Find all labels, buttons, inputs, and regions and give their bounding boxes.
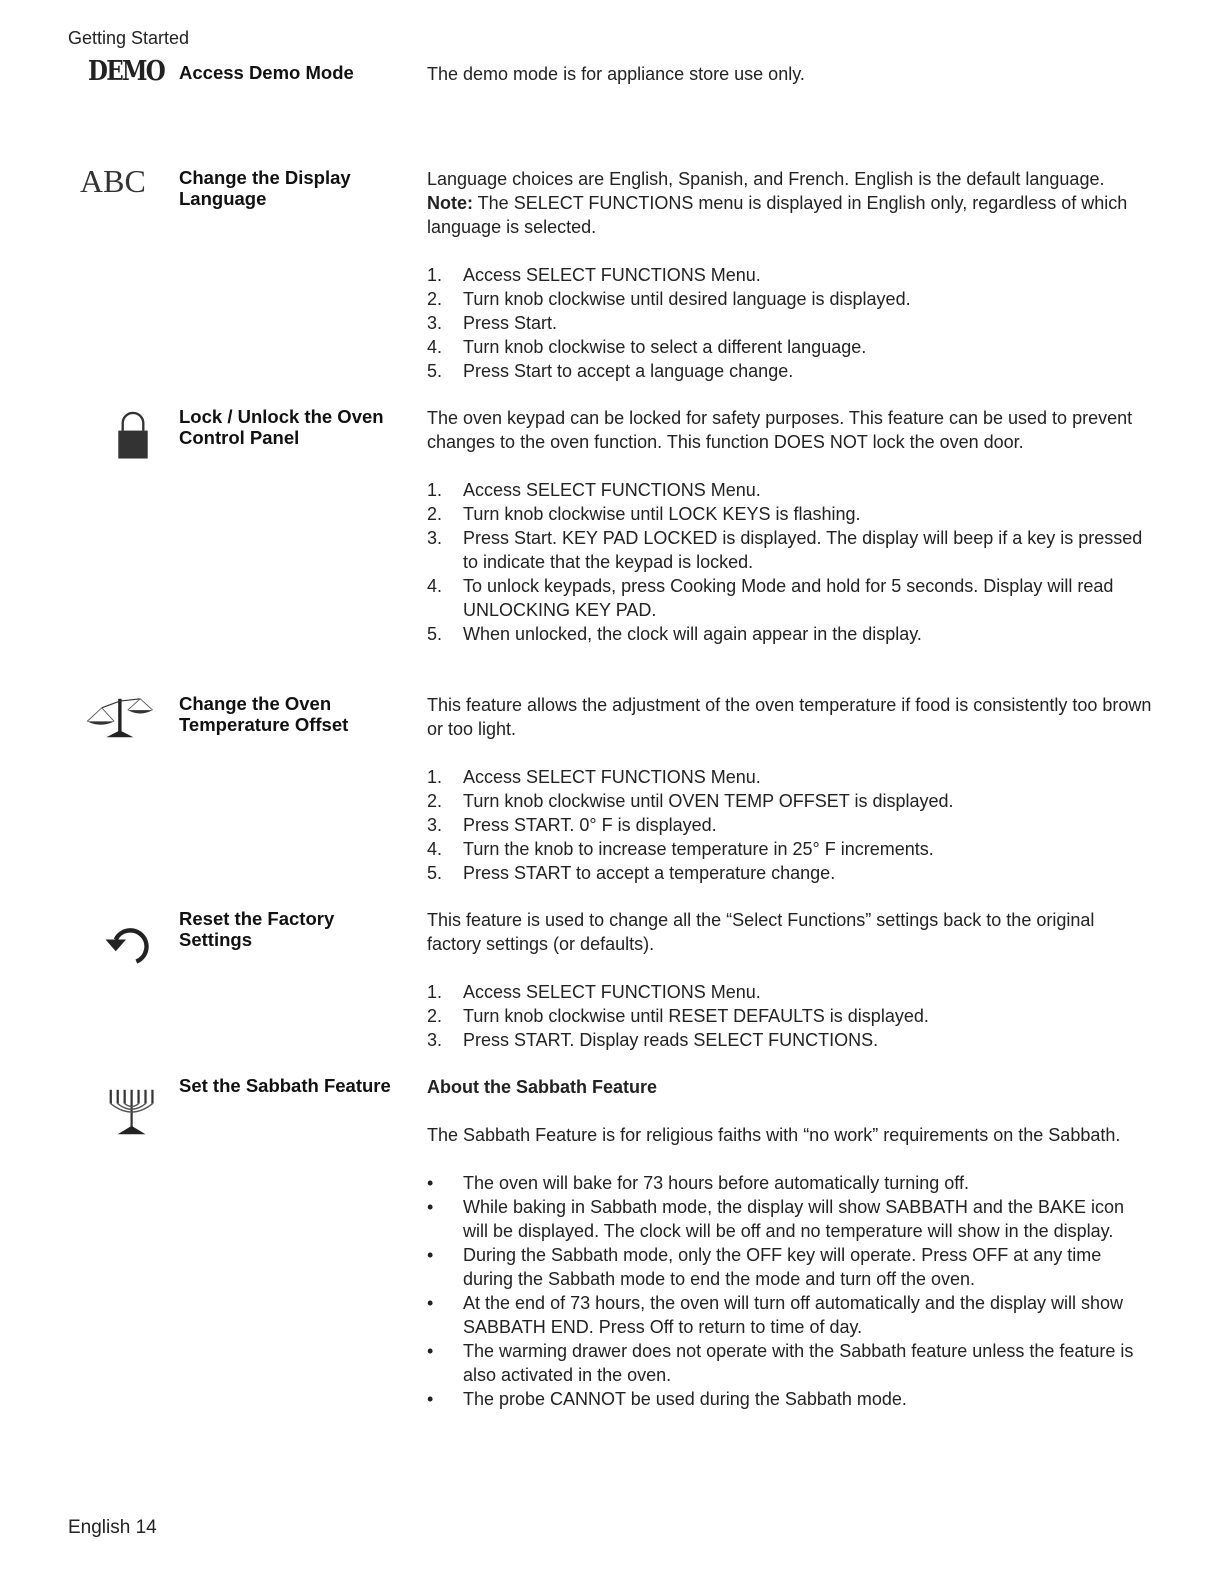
item-text: When unlocked, the clock will again appear in the display.	[463, 624, 922, 644]
section-title: Lock / Unlock the Oven Control Panel	[179, 406, 384, 448]
step-item	[427, 502, 1152, 526]
step-item	[427, 837, 1152, 861]
bullet-marker: •	[427, 1341, 434, 1361]
item-text: The probe CANNOT be used during the Sabbath mode.	[463, 1389, 907, 1409]
item-text: Access SELECT FUNCTIONS Menu.	[463, 767, 761, 787]
step-number: 4.	[427, 576, 443, 596]
section-title: Access Demo Mode	[179, 62, 354, 83]
item-text: Turn knob clockwise until OVEN TEMP OFFSET is displayed.	[463, 791, 954, 811]
step-number: 1.	[427, 982, 443, 1002]
abc-icon: ABC	[80, 163, 146, 199]
steps-list	[427, 263, 1152, 383]
step-item	[427, 335, 1152, 359]
page-header: Getting Started	[68, 28, 190, 48]
step-item	[427, 311, 1152, 335]
section-intro: This feature is used to change all the “Select Functions” settings back to the original factory settings (or defaults).	[427, 910, 1095, 954]
bullet-item	[427, 1195, 1152, 1243]
scale-icon	[86, 693, 156, 743]
step-item	[427, 813, 1152, 837]
step-number: 5.	[427, 624, 443, 644]
item-text: Press START. Display reads SELECT FUNCTIONS.	[463, 1030, 879, 1050]
item-text: Press START to accept a temperature change.	[463, 863, 836, 883]
item-text: Turn knob clockwise until LOCK KEYS is flashing.	[463, 504, 861, 524]
item-text: Press Start.	[463, 313, 558, 333]
item-text: Access SELECT FUNCTIONS Menu.	[463, 480, 761, 500]
step-item	[427, 765, 1152, 789]
step-item	[427, 861, 1152, 885]
step-number: 4.	[427, 337, 443, 357]
section-title: Reset the Factory Settings	[179, 908, 335, 950]
section-intro: The demo mode is for appliance store use only.	[427, 64, 805, 84]
bullet-marker: •	[427, 1245, 434, 1265]
item-text: Turn knob clockwise until RESET DEFAULTS is displayed.	[463, 1006, 929, 1026]
item-text: Turn knob clockwise until desired language is displayed.	[463, 289, 911, 309]
step-item	[427, 359, 1152, 383]
bullet-item	[427, 1243, 1152, 1291]
step-item	[427, 574, 1152, 622]
bullet-marker: •	[427, 1173, 434, 1193]
bullet-item	[427, 1339, 1152, 1387]
item-text: Turn knob clockwise to select a different language.	[463, 337, 867, 357]
step-number: 2.	[427, 1006, 443, 1026]
page-footer: English 14	[68, 1517, 157, 1538]
section-intro: This feature allows the adjustment of the oven temperature if food is consistently too brown or too light.	[427, 695, 1152, 739]
step-number: 1.	[427, 265, 443, 285]
bullet-item	[427, 1387, 1152, 1411]
step-number: 4.	[427, 839, 443, 859]
step-number: 1.	[427, 767, 443, 787]
step-item	[427, 478, 1152, 502]
step-number: 3.	[427, 1030, 443, 1050]
section-intro: The oven keypad can be locked for safety purposes. This feature can be used to prevent changes to the oven function. This function DOES NOT lock the oven door.	[427, 408, 1133, 452]
step-item	[427, 622, 1152, 646]
step-number: 1.	[427, 480, 443, 500]
step-item	[427, 980, 1152, 1004]
item-text: The warming drawer does not operate with the Sabbath feature unless the feature is also activated in the oven.	[463, 1341, 1134, 1385]
subheading: About the Sabbath Feature	[427, 1077, 658, 1097]
lock-icon	[98, 410, 168, 460]
step-number: 5.	[427, 863, 443, 883]
bullet-marker: •	[427, 1389, 434, 1409]
item-text: At the end of 73 hours, the oven will turn off automatically and the display will show SABBATH END. Press Off to return to time of day.	[463, 1293, 1124, 1337]
section-title: Change the Oven Temperature Offset	[179, 693, 349, 735]
item-text: Turn the knob to increase temperature in 25° F increments.	[463, 839, 934, 859]
step-number: 3.	[427, 815, 443, 835]
step-number: 3.	[427, 528, 443, 548]
reset-arrow-icon	[94, 916, 164, 966]
item-text: Press Start to accept a language change.	[463, 361, 794, 381]
bullet-item	[427, 1171, 1152, 1195]
steps-list	[427, 478, 1152, 646]
section-title: Set the Sabbath Feature	[179, 1075, 391, 1096]
item-text: Press START. 0° F is displayed.	[463, 815, 717, 835]
step-number: 5.	[427, 361, 443, 381]
item-text: While baking in Sabbath mode, the display will show SABBATH and the BAKE icon will be displayed. The clock will be off and no temperature will show in the display.	[463, 1197, 1125, 1241]
step-item	[427, 1028, 1152, 1052]
bullet-list	[427, 1171, 1152, 1411]
bullet-marker: •	[427, 1293, 434, 1313]
item-text: Press Start. KEY PAD LOCKED is displayed. The display will beep if a key is pressed to indicate that the keypad is locked.	[463, 528, 1143, 572]
step-number: 2.	[427, 289, 443, 309]
section-intro: Language choices are English, Spanish, and French. English is the default language. Note: The SELECT FUNCTIONS menu is displayed in English only, regardless of which language is selected.	[427, 169, 1128, 237]
step-number: 2.	[427, 504, 443, 524]
step-number: 2.	[427, 791, 443, 811]
item-text: To unlock keypads, press Cooking Mode and hold for 5 seconds. Display will read UNLOCKING KEY PAD.	[463, 576, 1114, 620]
bullet-item	[427, 1291, 1152, 1339]
menorah-icon	[98, 1087, 168, 1137]
item-text: During the Sabbath mode, only the OFF key will operate. Press OFF at any time during the Sabbath mode to end the mode and turn off the oven.	[463, 1245, 1102, 1289]
item-text: Access SELECT FUNCTIONS Menu.	[463, 982, 761, 1002]
steps-list	[427, 980, 1152, 1052]
step-item	[427, 526, 1152, 574]
step-item	[427, 789, 1152, 813]
step-item	[427, 287, 1152, 311]
step-number: 3.	[427, 313, 443, 333]
step-item	[427, 263, 1152, 287]
section-intro: The Sabbath Feature is for religious faiths with “no work” requirements on the Sabbath.	[427, 1125, 1121, 1145]
steps-list	[427, 765, 1152, 885]
section-title: Change the Display Language	[179, 167, 351, 209]
item-text: Access SELECT FUNCTIONS Menu.	[463, 265, 761, 285]
bullet-marker: •	[427, 1197, 434, 1217]
demo-icon: DEMO	[88, 56, 164, 87]
step-item	[427, 1004, 1152, 1028]
item-text: The oven will bake for 73 hours before automatically turning off.	[463, 1173, 969, 1193]
